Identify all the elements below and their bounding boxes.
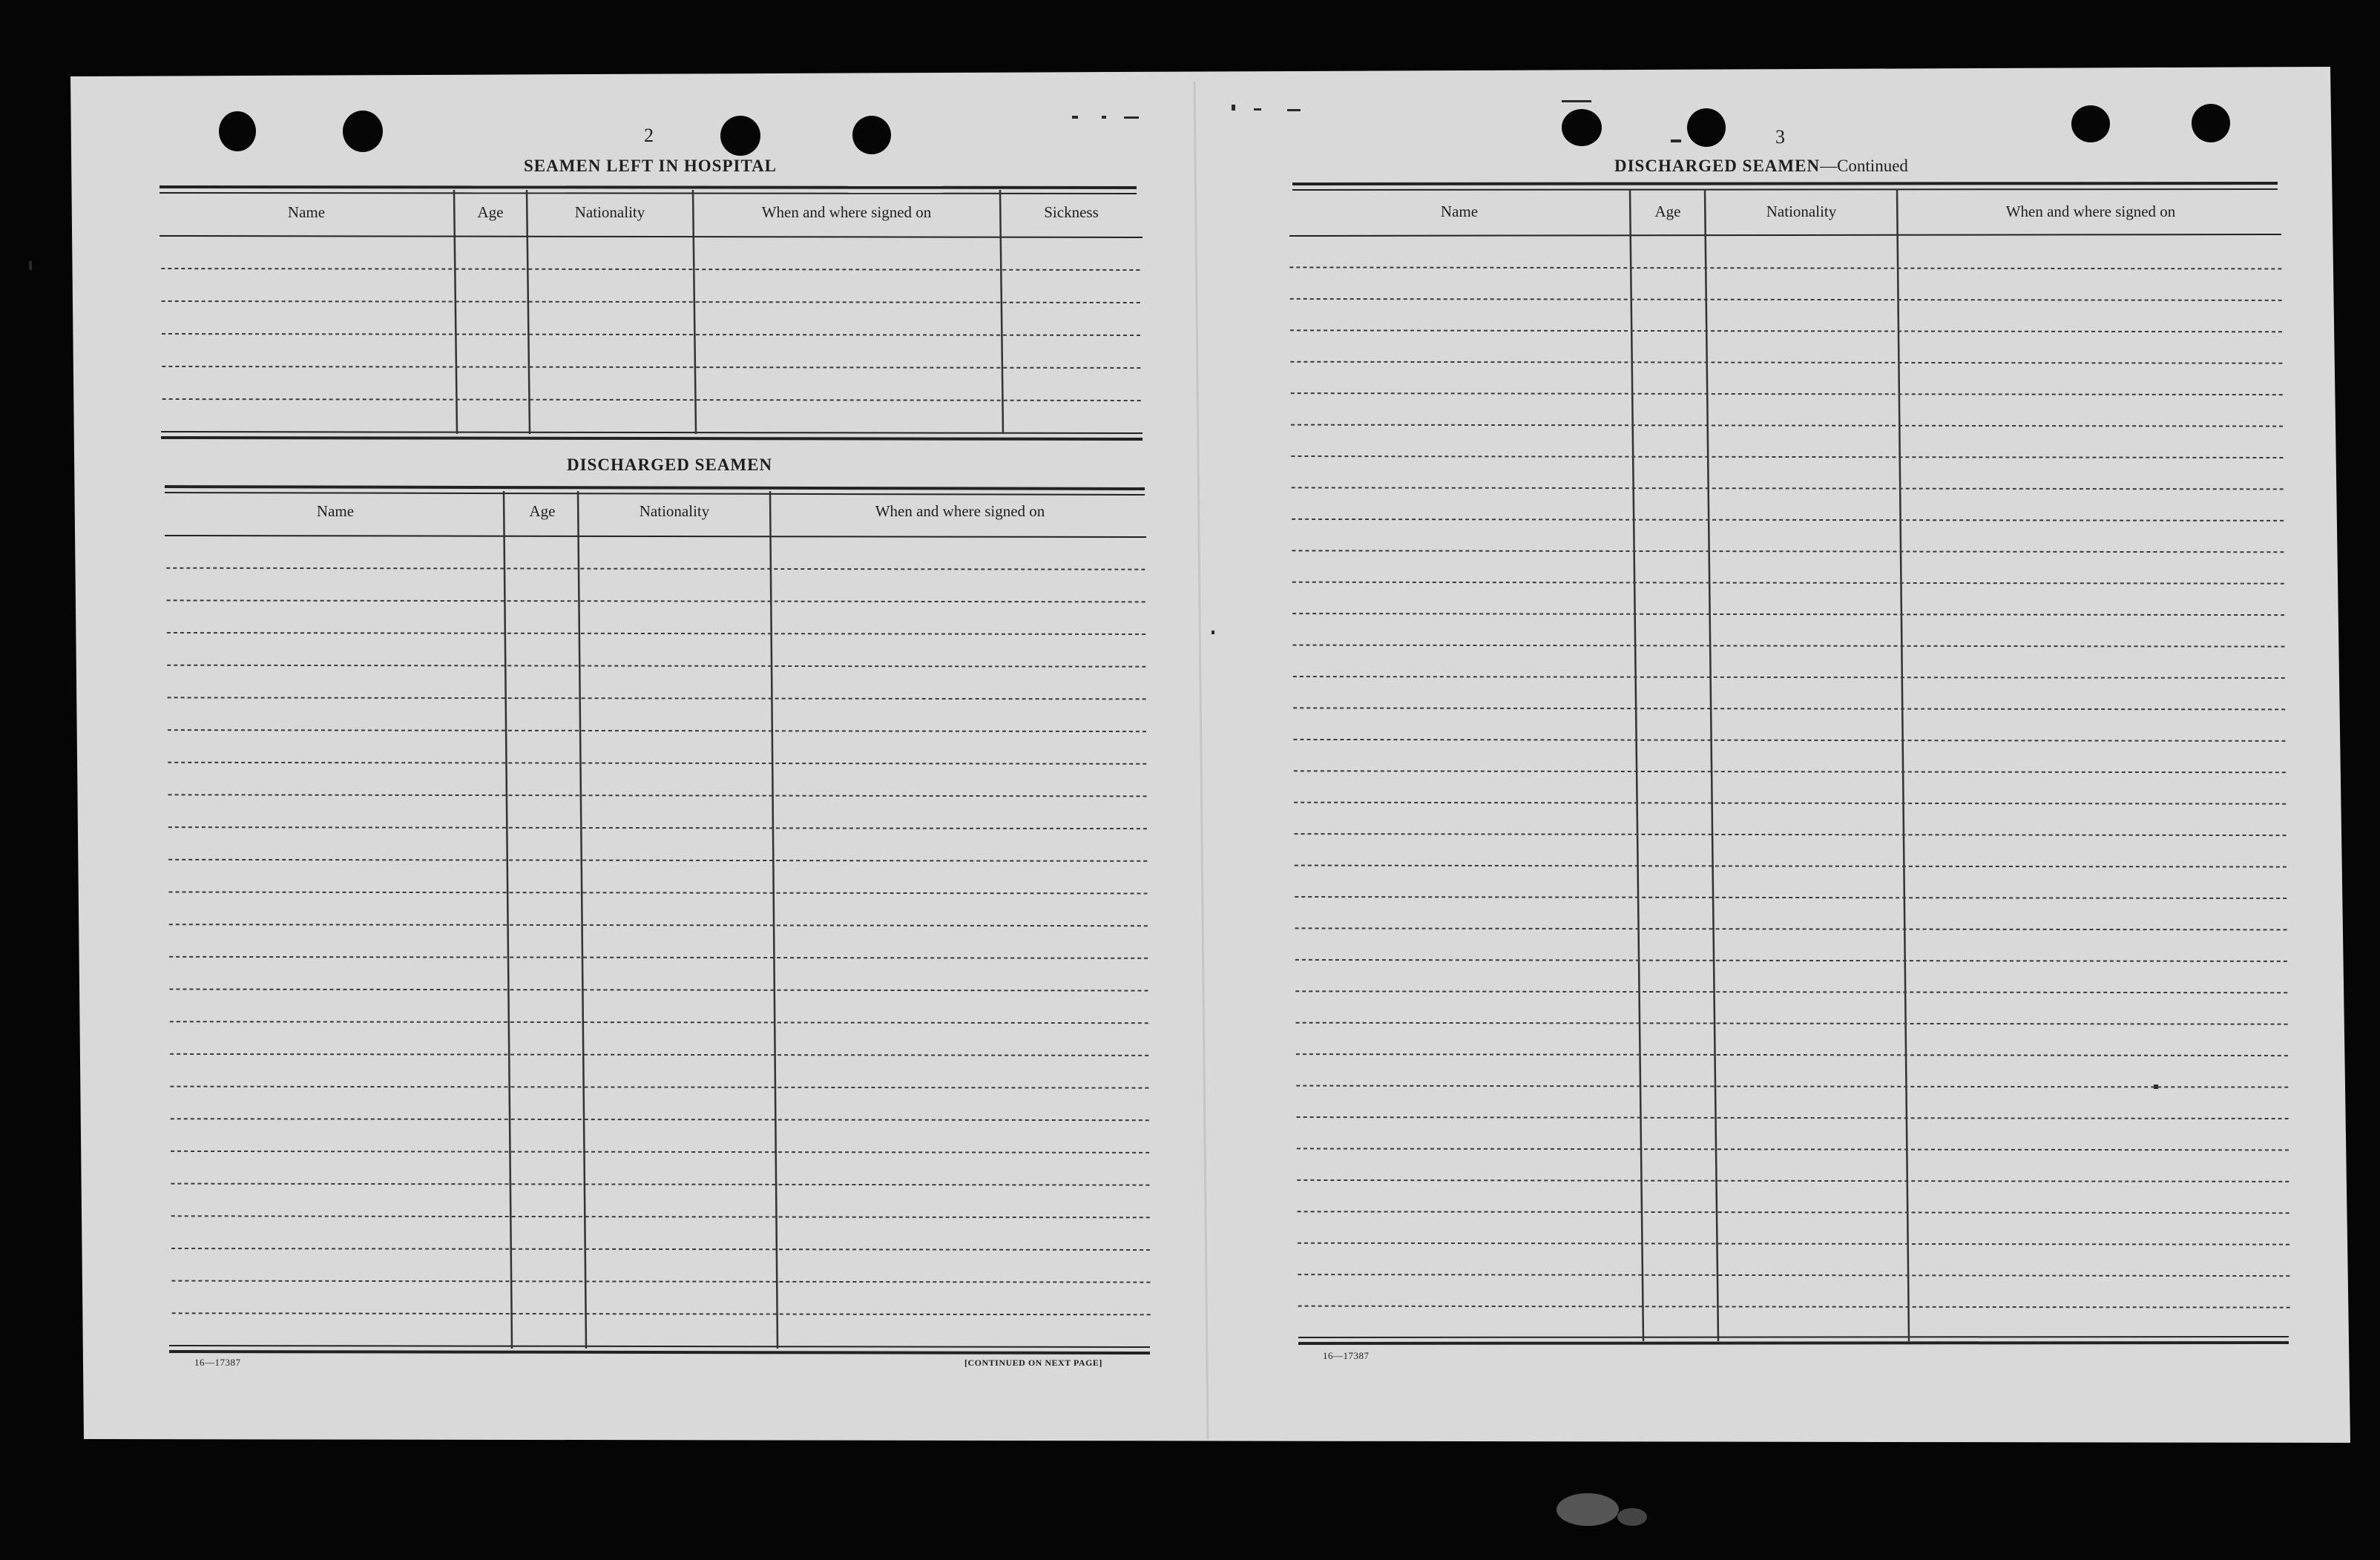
punch-hole <box>343 111 383 152</box>
continued-col-name: Name <box>1440 203 1479 220</box>
scan-debris <box>1556 1493 1619 1526</box>
ink-speck <box>1232 105 1235 111</box>
table-top-rule <box>160 193 1137 194</box>
punch-hole <box>720 116 760 156</box>
paper-sheet <box>70 67 2350 1443</box>
discharged-section-title: DISCHARGED SEAMEN <box>567 455 773 474</box>
punch-hole <box>2192 104 2230 142</box>
table-bottom-rule <box>169 1352 1150 1353</box>
ink-speck <box>1124 116 1139 119</box>
continued-section-title <box>1614 157 1908 176</box>
punch-hole <box>852 116 891 154</box>
continued-title-main: DISCHARGED SEAMEN <box>1614 157 1821 175</box>
page-number-left: 2 <box>644 125 654 146</box>
ink-speck <box>1102 116 1106 119</box>
hospital-col-signed-on: When and where signed on <box>761 203 932 221</box>
hospital-col-age: Age <box>477 203 504 221</box>
table-top-rule <box>1292 189 2278 190</box>
continued-title-suffix: —Continued <box>1820 157 1908 175</box>
ink-speck <box>1072 116 1078 119</box>
ink-speck <box>29 261 32 270</box>
punch-hole <box>1687 108 1726 147</box>
discharged-col-age: Age <box>529 502 556 520</box>
ink-speck <box>1212 631 1214 634</box>
continued-col-nationality: Nationality <box>1766 203 1837 220</box>
table-bottom-rule <box>161 438 1143 439</box>
discharged-col-name: Name <box>316 502 355 520</box>
hospital-col-nationality: Nationality <box>574 203 645 221</box>
punch-hole <box>2071 105 2110 142</box>
continued-note: [CONTINUED ON NEXT PAGE] <box>964 1357 1102 1368</box>
discharged-col-signed-on: When and where signed on <box>875 502 1045 520</box>
hospital-col-sickness: Sickness <box>1044 203 1099 221</box>
table-top-rule <box>1292 183 2278 184</box>
continued-col-age: Age <box>1654 203 1681 220</box>
punch-hole <box>219 111 256 151</box>
discharged-col-nationality: Nationality <box>639 502 710 520</box>
scan-debris <box>1617 1508 1647 1526</box>
hospital-section-title: SEAMEN LEFT IN HOSPITAL <box>524 157 778 175</box>
table-top-rule <box>160 187 1137 188</box>
ink-speck <box>1671 139 1681 142</box>
page-number-right: 3 <box>1775 126 1785 148</box>
hospital-col-name: Name <box>287 203 326 221</box>
punch-hole <box>1562 109 1602 146</box>
ink-speck <box>1562 100 1591 102</box>
ink-speck <box>1254 108 1261 111</box>
form-number-right: 16—17387 <box>1323 1350 1370 1361</box>
ink-speck <box>1287 109 1301 111</box>
continued-col-signed-on: When and where signed on <box>2005 203 2176 220</box>
form-number-left: 16—17387 <box>194 1357 241 1368</box>
